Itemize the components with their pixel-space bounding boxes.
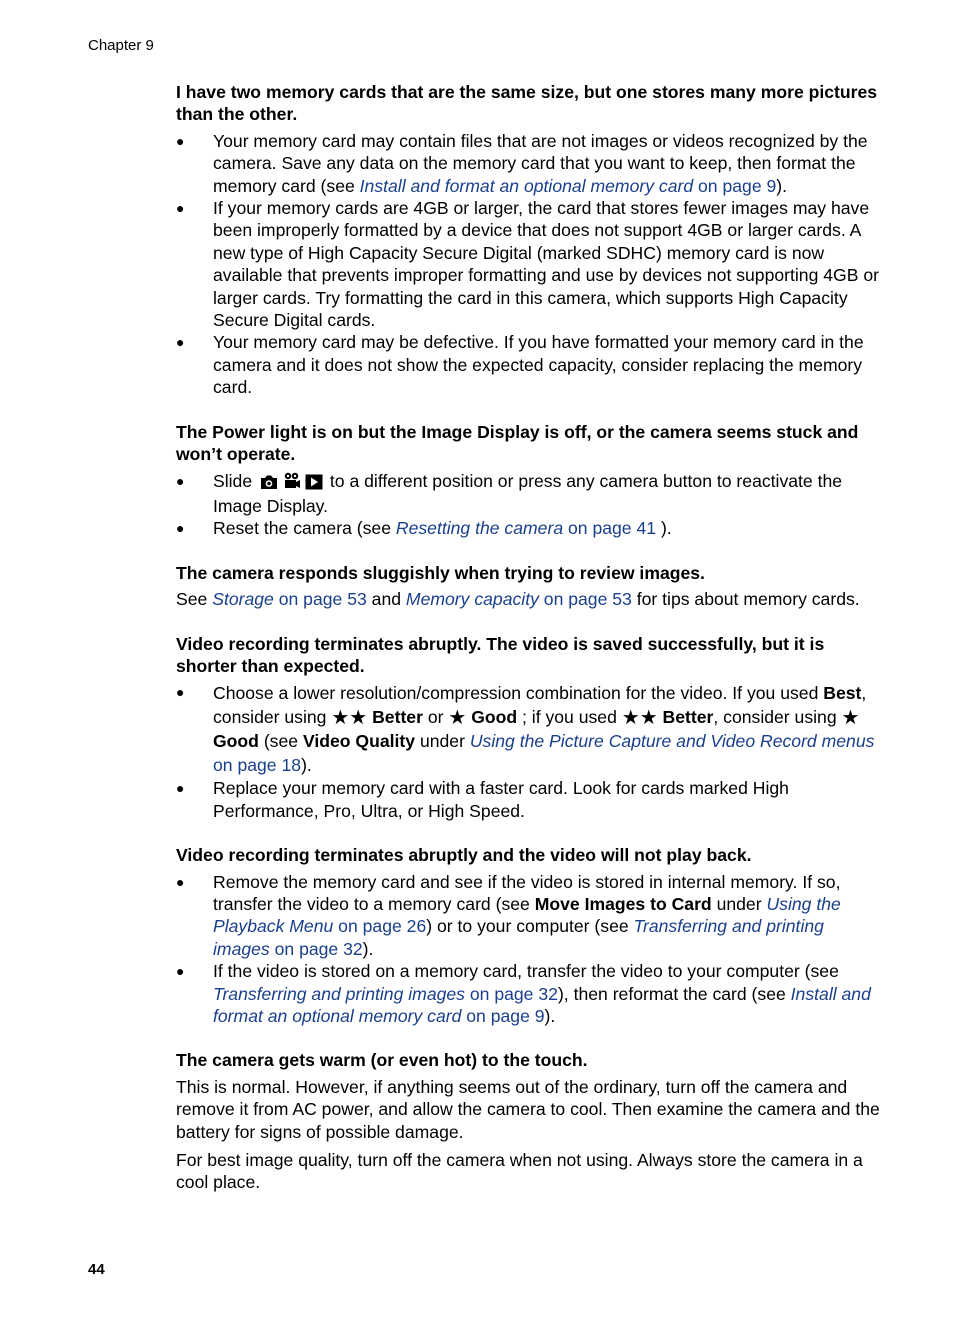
link-page: on page 53 [273,589,367,610]
text: (see [258,731,303,752]
section-power-light-on [176,421,884,540]
text: to a different position or press any camera button to reactivate the Image Display. [213,470,843,516]
link-install-format-memory-card[interactable] [360,176,777,196]
list-item [176,331,884,398]
text: Remove the memory card and see if the video is stored in internal memory. If so, transfer the video to a memory card (see [213,871,841,914]
text: ). [656,518,672,539]
text: ; if you used [517,707,622,728]
link-text: Using the Picture Capture and Video Record menus [469,731,875,752]
text: ) or to your computer (see [426,916,634,937]
paragraph: For best image quality, turn off the camera when not using. Always store the camera in a cool place. [176,1150,863,1193]
link-text: Transferring and printing images [213,916,824,959]
text: Reset the camera (see [213,518,396,539]
section-heading: Video recording terminates abruptly. The video is saved successfully, but it is shorter than expected. [176,633,825,676]
bullet-icon: ● [176,132,185,149]
list-item [176,470,884,518]
section-camera-warm [176,1049,884,1193]
section-video-will-not-play [176,844,884,1027]
list-item [176,777,884,822]
list-item [176,517,884,539]
section-heading: Video recording terminates abruptly and the video will not play back. [176,845,752,866]
bullet-icon: ● [176,472,185,489]
text: ). [301,755,312,776]
bullet-icon: ● [176,200,185,217]
text: ). [776,175,788,196]
list-item [176,871,884,961]
link-text: Using the Playback Menu [213,893,841,937]
video-quality-label: Video Quality [302,731,416,752]
quality-good: Good [213,731,259,752]
link-page: on page 18 [213,755,302,776]
link-page: on page 9 [693,175,777,196]
text: Slide [213,470,253,491]
link-transferring-printing-images[interactable] [213,984,558,1004]
link-page: on page 9 [461,1006,545,1026]
quality-best: Best [823,683,862,704]
page-content [176,81,884,1216]
link-text: Install and format an optional memory card [213,983,871,1026]
bullet-icon: ● [176,873,185,890]
section-memory-cards-same-size [176,81,884,399]
link-page: on page 53 [538,589,632,610]
text: ). [362,938,374,959]
text: under [711,893,767,914]
link-memory-capacity[interactable] [406,589,632,609]
link-text: Storage [212,589,274,610]
playback-icon [305,473,323,495]
text: ), then reformat the card (see [557,983,791,1004]
link-storage[interactable] [212,589,367,609]
bullet-list [176,681,884,822]
list-item [176,130,884,197]
bullet-icon: ● [176,963,185,980]
bullet-icon: ● [176,684,185,701]
star-icon: ★ [841,707,860,730]
text: for tips about memory cards. [631,589,860,610]
star-icon: ★ [448,707,467,730]
quality-better: Better [662,707,714,728]
text: under [415,731,470,752]
list-item [176,681,884,777]
move-images-label: Move Images to Card [534,893,712,914]
bullet-icon: ● [176,520,185,537]
text: or [422,707,449,728]
section-heading: The camera responds sluggishly when trying to review images. [176,562,705,583]
text: Your memory card may be defective. If you have formatted your memory card in the camera and it does not show the expected capacity, consider replacing the memory card. [213,332,864,398]
text: Choose a lower resolution/compression combination for the video. If you used [213,683,824,704]
link-text: Install and format an optional memory card [359,175,694,196]
section-heading: I have two memory cards that are the same size, but one stores many more pictures than the other. [176,82,878,125]
bullet-icon: ● [176,780,185,797]
bullet-list [176,130,884,399]
link-text: Resetting the camera [395,518,564,539]
video-camera-icon [283,472,301,495]
link-page: on page 32 [269,938,363,959]
paragraph: This is normal. However, if anything seems out of the ordinary, turn off the camera and remove it from AC power, and allow the camera to cool. Then examine the camera and the battery for signs of possible damage. [176,1076,880,1142]
link-text: Transferring and printing images [213,983,465,1004]
text: Replace your memory card with a faster card. Look for cards marked High Performance, Pro, Ultra, or High Speed. [213,778,789,821]
link-text: Memory capacity [405,589,539,610]
section-heading: The camera gets warm (or even hot) to the touch. [176,1050,588,1071]
page-number: 44 [88,1261,105,1278]
section-sluggish-review [176,562,884,611]
text: If your memory cards are 4GB or larger, the card that stores fewer images may have been improperly formatted by a device that does not support 4GB or larger cards. A new type of High Capacity Secure Digital (marked SDHC) memory card is now available that prevents improper formatting and use by devices not supporting 4GB or larger cards. Try formatting the card in this camera, which supports High Capacity Secure Digital cards. [213,198,880,331]
text: , consider using [713,707,842,728]
quality-good: Good [471,707,518,728]
section-heading: The Power light is on but the Image Display is off, or the camera seems stuck and won’t operate. [176,421,859,465]
list-item [176,197,884,331]
bullet-list [176,871,884,1028]
bullet-list [176,470,884,540]
text: , consider using [213,683,867,728]
star-icon: ★★ [331,707,368,730]
running-head-chapter: Chapter 9 [88,37,154,54]
link-page: on page 32 [464,983,558,1004]
bullet-icon: ● [176,334,185,351]
paragraph [176,588,884,610]
link-page: on page 41 [563,518,657,539]
link-page: on page 26 [333,916,427,937]
star-icon: ★★ [621,707,658,730]
link-resetting-the-camera[interactable] [396,518,656,538]
section-video-terminates-shorter [176,633,884,823]
text: and [366,589,406,610]
quality-better: Better [372,707,423,728]
text: If the video is stored on a memory card, transfer the video to your computer (see [213,961,839,982]
text: Your memory card may contain files that are not images or videos recognized by the camera. Save any data on the memory card that you want to keep, then format the memory card (see [213,130,868,196]
list-item [176,960,884,1027]
text: ). [544,1006,556,1026]
text: See [176,589,213,610]
camera-icon [259,473,279,495]
